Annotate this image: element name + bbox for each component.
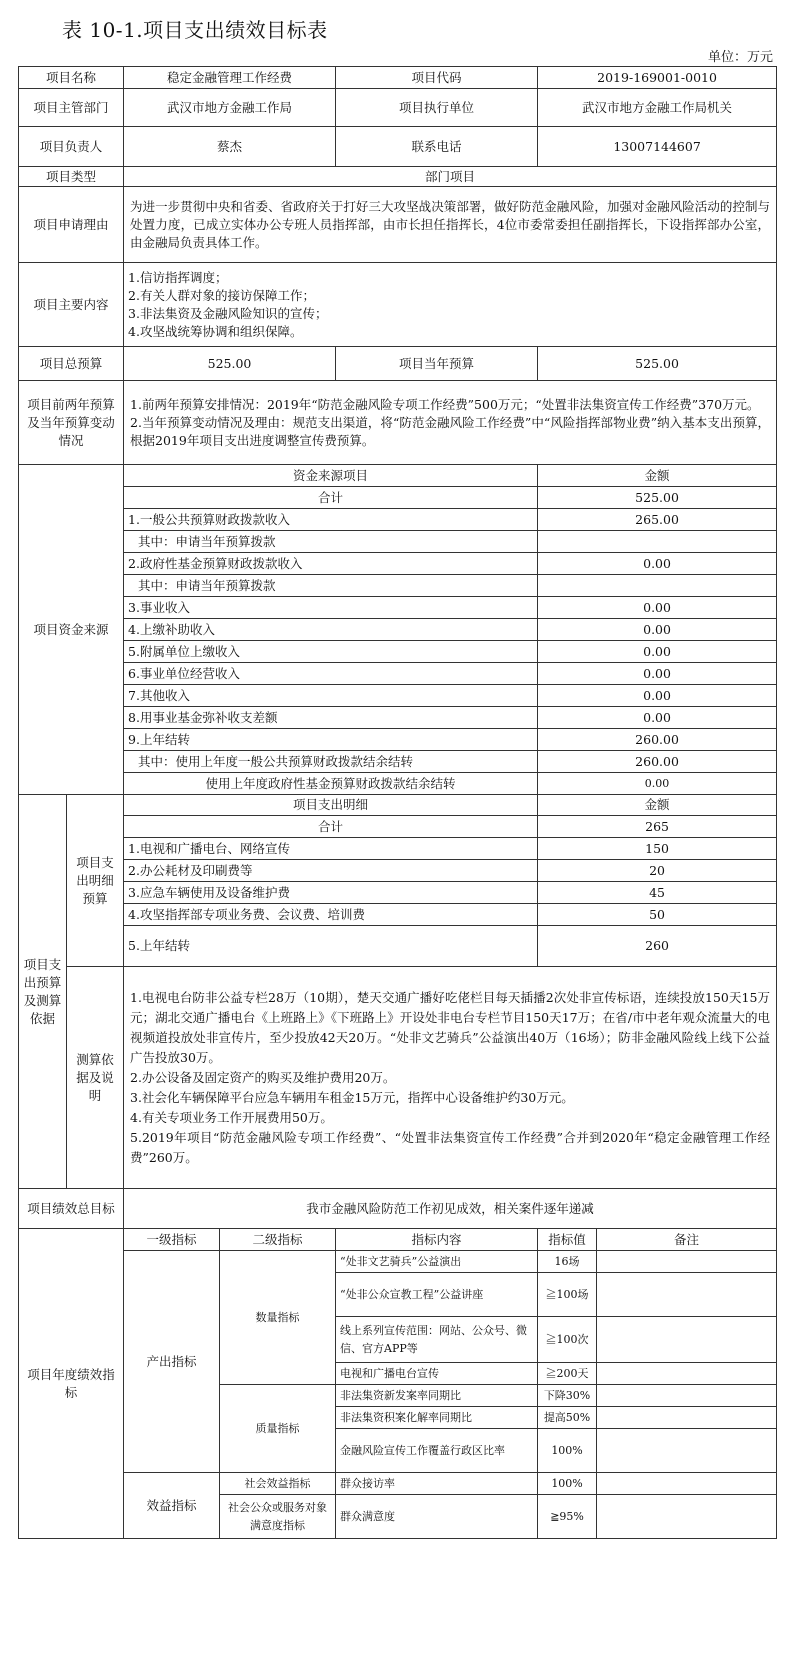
label-funds: 项目资金来源 [19,465,124,795]
calc-item: 4.有关专项业务工作开展费用50万。 [130,1109,333,1125]
amount-cell: 150 [538,838,777,860]
indicator-value: ≧100次 [538,1317,597,1363]
calc-item: 2.办公设备及固定资产的购买及维护费用20万。 [130,1069,396,1085]
indicator-content: 金融风险宣传工作覆盖行政区比率 [336,1429,538,1473]
table-row: 其中：申请当年预算拨款 [124,575,538,597]
list-item: 2.有关人群对象的接访保障工作； [128,287,315,303]
indicator-content: 群众满意度 [336,1495,538,1539]
table-row: 5.附属单位上缴收入 [124,641,538,663]
perf-head-5: 备注 [597,1229,777,1251]
label-type: 项目类型 [19,167,124,187]
dept: 武汉市地方金融工作局 [124,89,336,127]
benefit-label: 效益指标 [124,1473,220,1539]
table-row: 1.一般公共预算财政拨款收入 [124,509,538,531]
detail-head-item: 项目支出明细 [124,795,538,816]
performance-table [18,66,777,1539]
table-row: 5.上年结转 [124,926,538,967]
amount-cell: 265.00 [538,509,777,531]
project-name: 稳定金融管理工作经费 [124,67,336,89]
indicator-note [597,1317,777,1363]
amount-cell: 0.00 [538,553,777,575]
indicator-value: ≧200天 [538,1363,597,1385]
exec-unit: 武汉市地方金融工作局机关 [538,89,777,127]
total-budget: 525.00 [124,347,336,381]
list-item: 4.攻坚战统筹协调和组织保障。 [128,323,303,339]
indicator-value: 下降30% [538,1385,597,1407]
indicator-value: ≧95% [538,1495,597,1539]
perf-head-1: 一级指标 [124,1229,220,1251]
table-row: 合计 [124,816,538,838]
perf-head-2: 二级指标 [220,1229,336,1251]
amount-cell: 0.00 [538,707,777,729]
table-row: 合计 [124,487,538,509]
label-phone: 联系电话 [336,127,538,167]
second-indicator: 社会公众或服务对象满意度指标 [220,1495,336,1539]
table-row: 其中：使用上年度一般公共预算财政拨款结余结转 [124,751,538,773]
current-budget: 525.00 [538,347,777,381]
amount-cell: 0.00 [538,773,777,795]
amount-cell [538,531,777,553]
phone: 13007144607 [538,127,777,167]
label-goal: 项目绩效总目标 [19,1189,124,1229]
label-calc-basis: 测算依据及说明 [67,967,124,1189]
project-code: 2019-169001-0010 [538,67,777,89]
reason-text: 为进一步贯彻中央和省委、省政府关于打好三大攻坚战决策部署，做好防范金融风险，加强对金融风险活动的控制与处置力度，已成立实体办公专班人员指挥部，由市长担任指挥长，4位市委常委担任副指挥长，下设指挥部办公室，由金融局负责具体工作。 [124,187,777,263]
label-annual-perf: 项目年度绩效指标 [19,1229,124,1539]
amount-cell: 0.00 [538,663,777,685]
indicator-note [597,1407,777,1429]
leader: 蔡杰 [124,127,336,167]
indicator-note [597,1495,777,1539]
indicator-value: 16场 [538,1251,597,1273]
indicator-note [597,1363,777,1385]
calc-item: 1.电视电台防非公益专栏28万（10期），楚天交通广播好吃佬栏目每天插播2次处非宣传标语，连续投放150天15万元；湖北交通广播电台《上班路上》《下班路上》开设处非电台专栏节目150天17万；在省/市中老年观众流量大的电视频道投放处非宣传片，至少投放42天20万。“处非文艺骑兵”公益演出40万（16场）；防非金融风险线上线下公益广告投放30万。 [130,989,771,1065]
label-dept: 项目主管部门 [19,89,124,127]
amount-cell: 0.00 [538,641,777,663]
amount-cell: 525.00 [538,487,777,509]
table-row: 使用上年度政府性基金预算财政拨款结余结转 [124,773,538,795]
project-type: 部门项目 [124,167,777,187]
amount-cell: 0.00 [538,619,777,641]
label-total-budget: 项目总预算 [19,347,124,381]
amount-cell: 265 [538,816,777,838]
label-current-budget: 项目当年预算 [336,347,538,381]
indicator-note [597,1385,777,1407]
indicator-value: 100% [538,1429,597,1473]
table-row: 其中：申请当年预算拨款 [124,531,538,553]
label-exec-unit: 项目执行单位 [336,89,538,127]
content-list [124,263,777,347]
table-row: 4.上缴补助收入 [124,619,538,641]
detail-head-amount: 金额 [538,795,777,816]
indicator-note [597,1251,777,1273]
funds-head-item: 资金来源项目 [124,465,538,487]
amount-cell: 0.00 [538,685,777,707]
calc-item: 5.2019年项目“防范金融风险专项工作经费”、“处置非法集资宣传工作经费”合并到2020年“稳定金融管理工作经费”260万。 [130,1129,771,1165]
change-p2: 2.当年预算变动情况及理由：规范支出渠道，将“防范金融风险工作经费”中“风险指挥部物业费”纳入基本支出预算，根据2019年项目支出进度调整宣传费预算。 [130,414,771,448]
page-title: 表 10-1.项目支出绩效目标表 [62,18,328,42]
label-budget-change: 项目前两年预算及当年预算变动情况 [19,381,124,465]
list-item: 3.非法集资及金融风险知识的宣传； [128,305,328,321]
table-row: 4.攻坚指挥部专项业务费、会议费、培训费 [124,904,538,926]
quantity-label: 数量指标 [220,1251,336,1385]
table-row: 8.用事业基金弥补收支差额 [124,707,538,729]
second-indicator: 社会效益指标 [220,1473,336,1495]
amount-cell: 260.00 [538,729,777,751]
table-row: 1.电视和广播电台、网络宣传 [124,838,538,860]
indicator-note [597,1473,777,1495]
amount-cell: 45 [538,882,777,904]
indicator-content: 电视和广播电台宣传 [336,1363,538,1385]
perf-head-4: 指标值 [538,1229,597,1251]
unit-label: 单位：万元 [707,50,773,65]
indicator-value: 提高50% [538,1407,597,1429]
budget-change [124,381,777,465]
list-item: 1.信访指挥调度； [128,269,228,285]
amount-cell: 260 [538,926,777,967]
indicator-content: “处非文艺骑兵”公益演出 [336,1251,538,1273]
calc-basis [124,967,777,1189]
amount-cell: 0.00 [538,597,777,619]
label-content: 项目主要内容 [19,263,124,347]
table-row: 3.应急车辆使用及设备维护费 [124,882,538,904]
table-row: 9.上年结转 [124,729,538,751]
indicator-content: 非法集资新发案率同期比 [336,1385,538,1407]
amount-cell: 50 [538,904,777,926]
label-basis: 项目支出预算及测算依据 [19,795,67,1189]
amount-cell: 260.00 [538,751,777,773]
indicator-content: “处非公众宣教工程”公益讲座 [336,1273,538,1317]
goal-text: 我市金融风险防范工作初见成效，相关案件逐年递减 [124,1189,777,1229]
perf-head-3: 指标内容 [336,1229,538,1251]
table-row: 2.政府性基金预算财政拨款收入 [124,553,538,575]
label-reason: 项目申请理由 [19,187,124,263]
indicator-value: ≧100场 [538,1273,597,1317]
indicator-value: 100% [538,1473,597,1495]
indicator-content: 线上系列宣传范围：网站、公众号、微信、官方APP等 [336,1317,538,1363]
table-row: 7.其他收入 [124,685,538,707]
label-detail-budget: 项目支出明细预算 [67,795,124,967]
output-label: 产出指标 [124,1251,220,1473]
table-row: 3.事业收入 [124,597,538,619]
amount-cell: 20 [538,860,777,882]
table-row: 2.办公耗材及印刷费等 [124,860,538,882]
quality-label: 质量指标 [220,1385,336,1473]
label-leader: 项目负责人 [19,127,124,167]
indicator-note [597,1273,777,1317]
table-row: 6.事业单位经营收入 [124,663,538,685]
change-p1: 1.前两年预算安排情况：2019年“防范金融风险专项工作经费”500万元；“处置非法集资宣传工作经费”370万元。 [130,396,760,412]
amount-cell [538,575,777,597]
indicator-content: 群众接访率 [336,1473,538,1495]
indicator-content: 非法集资积案化解率同期比 [336,1407,538,1429]
label-project-name: 项目名称 [19,67,124,89]
calc-item: 3.社会化车辆保障平台应急车辆用车租金15万元，指挥中心设备维护约30万元。 [130,1089,574,1105]
funds-head-amount: 金额 [538,465,777,487]
label-project-code: 项目代码 [336,67,538,89]
indicator-note [597,1429,777,1473]
